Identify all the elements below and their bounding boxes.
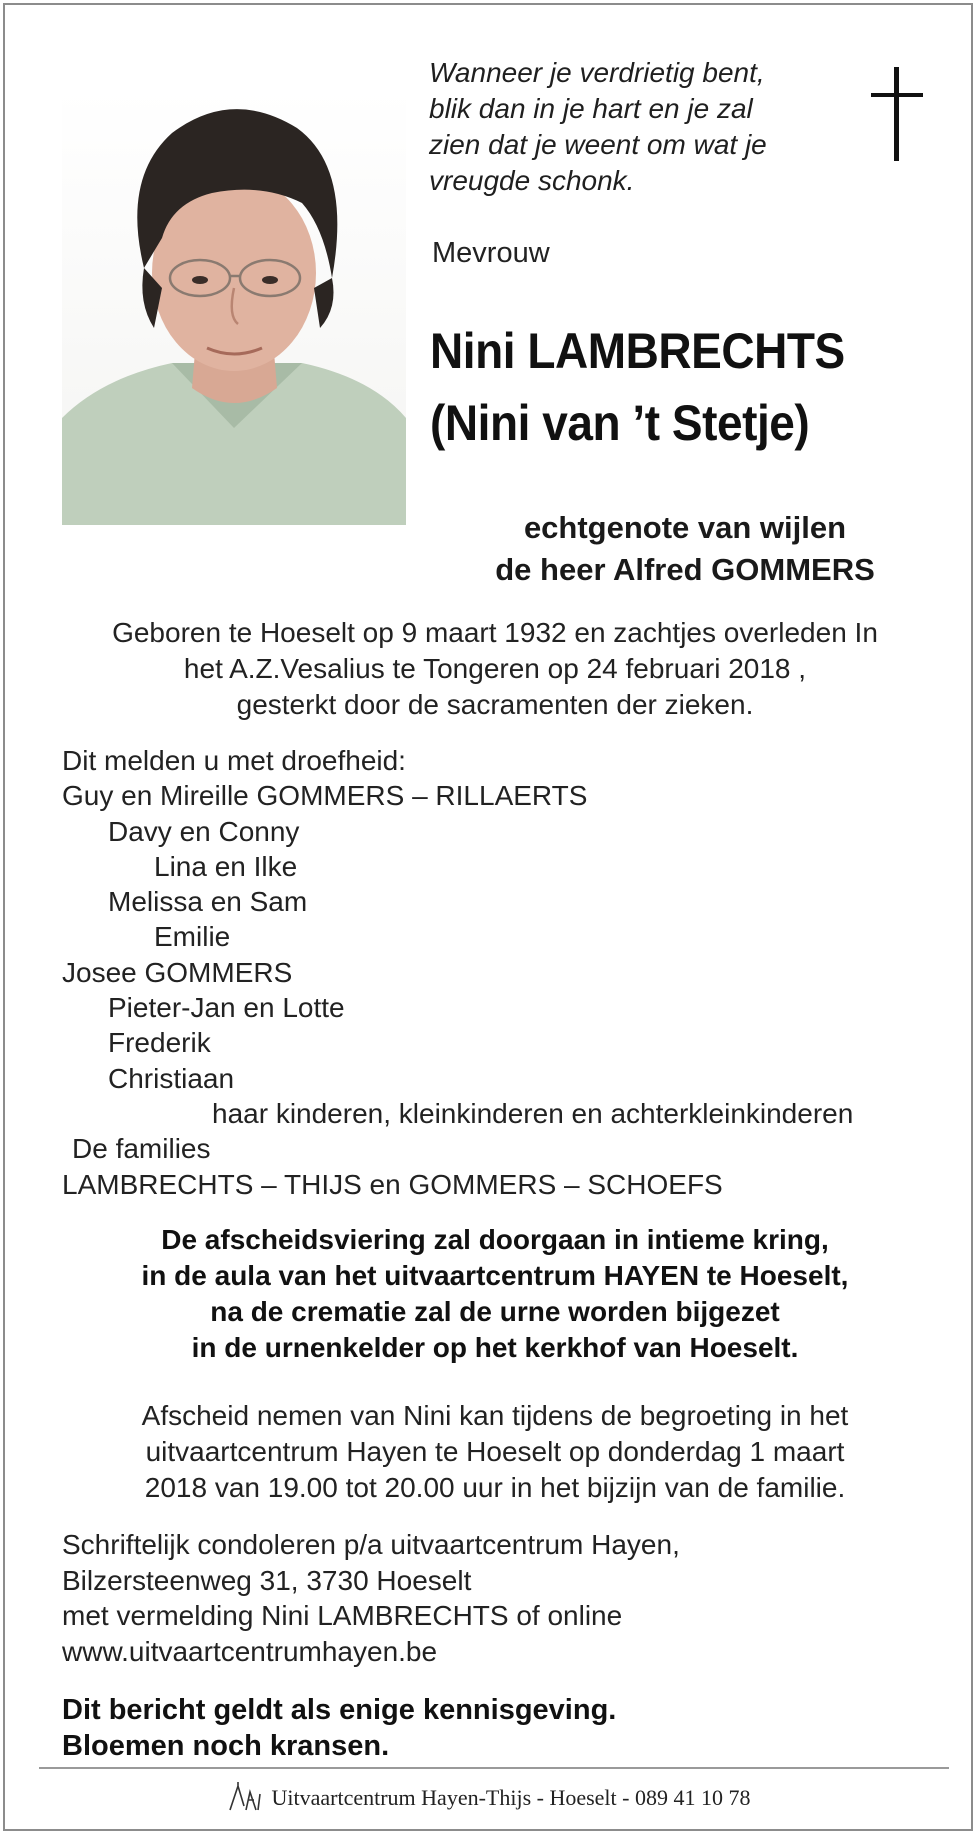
- poem-line: Wanneer je verdrietig bent,: [429, 57, 765, 88]
- footer: [5, 1780, 971, 1816]
- viewing-line: Afscheid nemen van Nini kan tijdens de begroeting in het: [141, 1400, 849, 1431]
- viewing-line: uitvaartcentrum Hayen te Hoeselt op donderdag 1 maart: [145, 1436, 845, 1467]
- mourner-line: Christiaan: [108, 1062, 235, 1094]
- mourners-list: [62, 743, 962, 1202]
- mourners-intro: Dit melden u met droefheid:: [62, 745, 406, 776]
- footer-divider: [39, 1767, 949, 1769]
- mourner-line: haar kinderen, kleinkinderen en achterkleinkinderen: [212, 1097, 854, 1129]
- poem: [429, 55, 869, 199]
- mourner-line: Frederik: [108, 1027, 211, 1059]
- poem-line: blik dan in je hart en je zal: [429, 93, 753, 124]
- cross-icon: [867, 65, 927, 165]
- spouse-line: de heer Alfred GOMMERS: [495, 552, 875, 587]
- obituary-notice: [3, 3, 973, 1831]
- closing-notice: [62, 1692, 942, 1764]
- condolences-line: Bilzersteenweg 31, 3730 Hoeselt: [62, 1564, 472, 1596]
- mourner-line: Davy en Conny: [108, 815, 300, 847]
- poem-line: vreugde schonk.: [429, 165, 635, 196]
- portrait-photo: [62, 88, 406, 525]
- birth-line: Geboren te Hoeselt op 9 maart 1932 en zachtjes overleden In: [112, 617, 878, 648]
- mourner-line: Emilie: [154, 921, 231, 953]
- closing-line: Bloemen noch kransen.: [62, 1730, 390, 1762]
- closing-line: Dit bericht geldt als enige kennisgeving.: [62, 1694, 617, 1726]
- viewing-line: 2018 van 19.00 tot 20.00 uur in het bijzijn van de familie.: [144, 1472, 846, 1503]
- name-line: Nini LAMBRECHTS: [430, 323, 845, 379]
- nickname-line: (Nini van ’t Stetje): [430, 395, 810, 451]
- ceremony-line: De afscheidsviering zal doorgaan in intieme kring,: [161, 1224, 829, 1255]
- mourner-line: Guy en Mireille GOMMERS – RILLAERTS: [62, 780, 588, 812]
- portrait-illustration: [62, 88, 406, 525]
- mourner-line: Lina en Ilke: [154, 850, 298, 882]
- mourner-line: LAMBRECHTS – THIJS en GOMMERS – SCHOEFS: [62, 1168, 723, 1200]
- footer-text: Uitvaartcentrum Hayen-Thijs - Hoeselt - 089 41 10 78: [271, 1785, 751, 1810]
- mourner-line: Pieter-Jan en Lotte: [108, 992, 345, 1024]
- funeral-home-logo: [226, 1780, 266, 1816]
- ceremony-line: in de aula van het uitvaartcentrum HAYEN te Hoeselt,: [141, 1260, 849, 1291]
- poem-line: zien dat je weent om wat je: [429, 129, 767, 160]
- condolences-line: Schriftelijk condoleren p/a uitvaartcentrum Hayen,: [62, 1529, 680, 1560]
- viewing-info: [45, 1398, 945, 1506]
- mourner-line: Melissa en Sam: [108, 886, 308, 918]
- condolences-info: [62, 1527, 942, 1669]
- ceremony-line: na de crematie zal de urne worden bijgezet: [210, 1296, 780, 1327]
- birth-line: het A.Z.Vesalius te Tongeren op 24 februari 2018 ,: [183, 653, 807, 684]
- ceremony-info: [45, 1222, 945, 1366]
- ceremony-line: in de urnenkelder op het kerkhof van Hoeselt.: [191, 1332, 799, 1363]
- mourner-line: De families: [72, 1133, 211, 1165]
- spouse-line: echtgenote van wijlen: [523, 510, 847, 545]
- birth-line: gesterkt door de sacramenten der zieken.: [236, 689, 754, 720]
- title-prefix: Mevrouw: [432, 237, 550, 269]
- spouse-info: [425, 507, 945, 591]
- condolences-line: met vermelding Nini LAMBRECHTS of online: [62, 1600, 623, 1631]
- condolences-link: www.uitvaartcentrumhayen.be: [62, 1635, 438, 1667]
- birth-death-info: [45, 615, 945, 723]
- mourner-line: Josee GOMMERS: [62, 956, 293, 988]
- deceased-name: [430, 315, 908, 459]
